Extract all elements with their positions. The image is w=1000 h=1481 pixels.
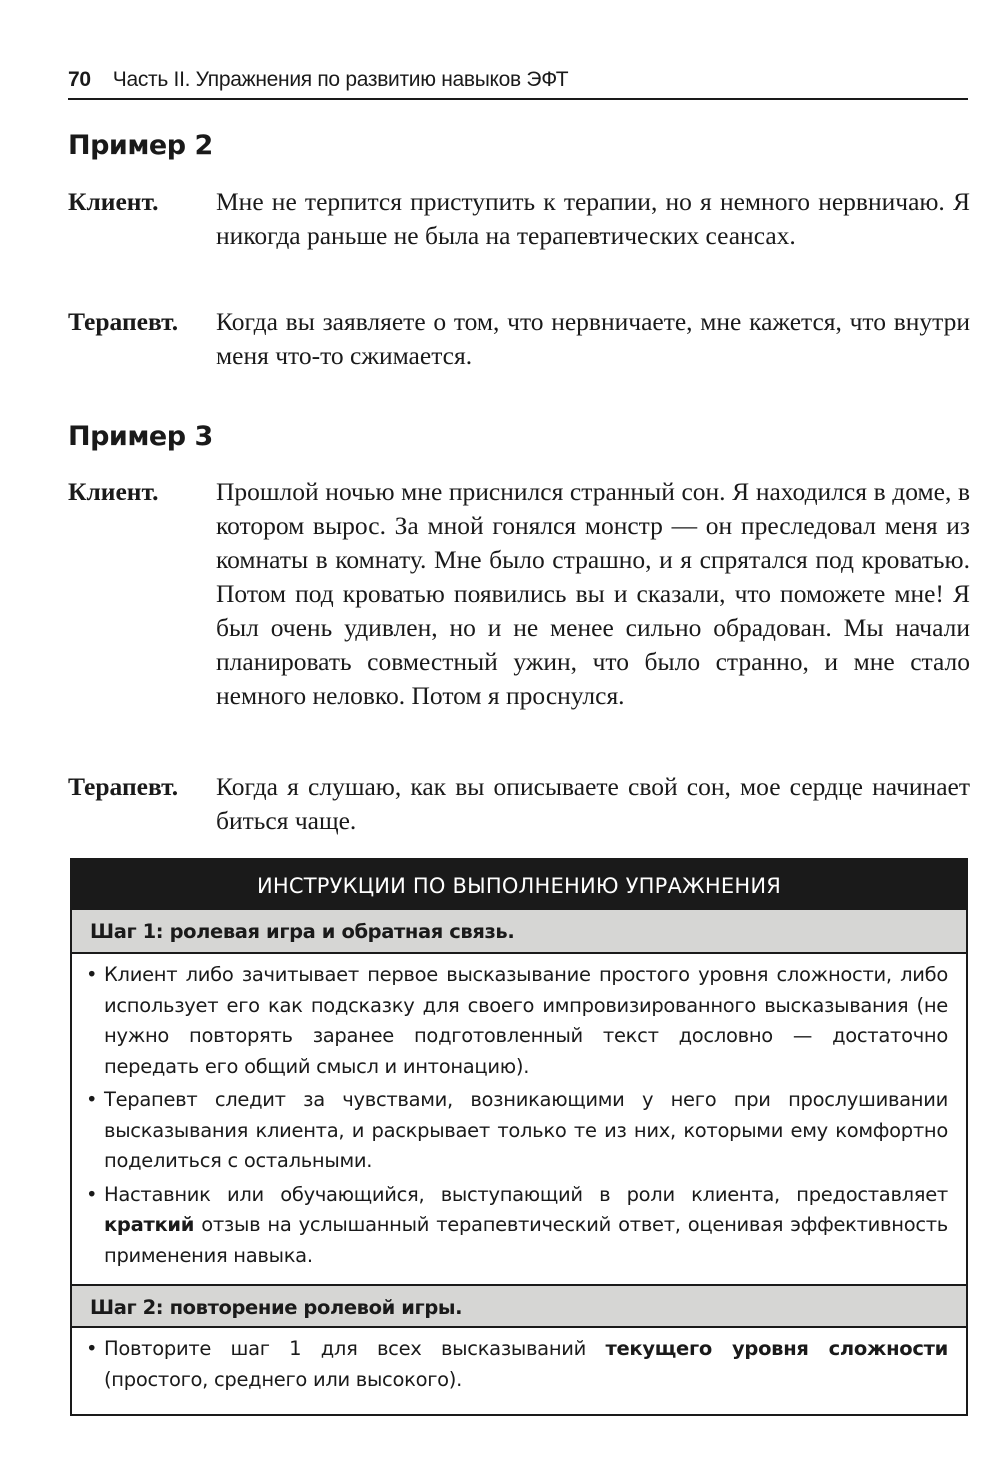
step-2-bullet-list	[72, 1328, 966, 1408]
speaker-label-client: Клиент.	[68, 477, 159, 506]
example-3-therapist-line	[68, 770, 970, 838]
example-2-client-line	[68, 185, 970, 253]
bold-term: краткий	[104, 1213, 195, 1236]
bullet-text: отзыв на услышанный терапевтический ответ, оценивая эффективность применения навыка.	[104, 1213, 948, 1267]
list-item	[84, 1334, 948, 1395]
chapter-title: Часть II. Упражнения по развитию навыков ЭФТ	[112, 68, 569, 91]
therapist-utterance: Когда вы заявляете о том, что нервничаете, мне кажется, что внутри меня что-то сжимается.	[216, 307, 970, 370]
bullet-text: Наставник или обучающийся, выступающий в роли клиента, предоставляет	[104, 1182, 948, 1206]
client-utterance: Прошлой ночью мне приснился странный сон. Я находился в доме, в котором вырос. За мной гонялся монстр — он преследовал меня из комнаты в комнату. Мне было страшно, и я спрятался под кроватью. Потом под кроватью появились вы и сказали, что поможете мне! Я был очень удивлен, но и не менее сильно обрадован. Мы начали планировать совместный ужин, что было странно, и мне стало немного неловко. Потом я проснулся.	[216, 477, 970, 710]
list-item: • Клиент либо зачитывает первое высказывание простого уровня сложности, либо использует его как подсказку для своего импровизированного высказывания (не нужно повторять заранее подготовленный текст дословно — достаточно передать его общий смысл и интонацию).	[84, 960, 948, 1082]
bold-term: текущего уровня сложности	[605, 1337, 948, 1360]
step-1-header: Шаг 1: ролевая игра и обратная связь.	[72, 910, 966, 954]
page-number: 70	[68, 68, 91, 91]
speaker-label-client: Клиент.	[68, 187, 159, 216]
example-2-therapist-line	[68, 305, 970, 373]
bullet-text: Повторите шаг 1 для всех высказываний	[104, 1337, 606, 1360]
bullet-text: (простого, среднего или высокого).	[104, 1367, 462, 1391]
step-1-bullet-list	[72, 954, 966, 1284]
example-3-client-line	[68, 475, 970, 713]
list-item	[84, 1180, 948, 1272]
example-3-heading: Пример 3	[68, 421, 213, 452]
running-header	[68, 68, 968, 100]
example-2-heading: Пример 2	[68, 130, 213, 161]
speaker-label-therapist: Терапевт.	[68, 772, 179, 801]
instructions-title: ИНСТРУКЦИИ ПО ВЫПОЛНЕНИЮ УПРАЖНЕНИЯ	[72, 860, 966, 910]
instructions-box	[70, 858, 968, 1416]
client-utterance: Мне не терпится приступить к терапии, но я немного нервничаю. Я никогда раньше не была на терапевтических сеансах.	[216, 187, 970, 250]
step-2-header: Шаг 2: повторение ролевой игры.	[72, 1284, 966, 1328]
therapist-utterance: Когда я слушаю, как вы описываете свой сон, мое сердце начинает биться чаще.	[216, 772, 970, 835]
speaker-label-therapist: Терапевт.	[68, 307, 179, 336]
list-item: • Терапевт следит за чувствами, возникающими у него при прослушивании высказывания клиента, и раскрывает только те из них, которыми ему комфортно поделиться с остальными.	[84, 1085, 948, 1177]
